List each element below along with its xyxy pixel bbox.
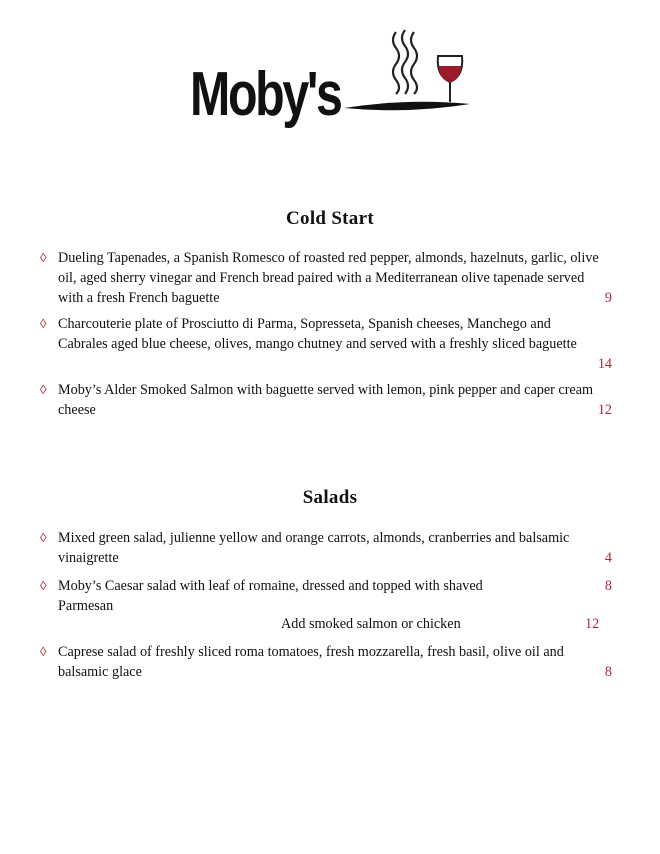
item-price: 12 — [597, 402, 612, 418]
item-price: 14 — [597, 356, 612, 372]
logo-wordmark: Moby's — [190, 60, 341, 129]
item-description: Moby’s Caesar salad with leaf of romaine, dressed and topped with shaved Parmesan — [58, 578, 483, 614]
item-price: 8 — [604, 578, 612, 594]
addon-price: 12 — [585, 616, 600, 632]
item-price: 4 — [604, 550, 612, 566]
item-description: Mixed green salad, julienne yellow and orange carrots, almonds, cranberries and balsamic vinaigrette — [58, 530, 570, 566]
diamond-bullet-icon: ◊ — [40, 530, 47, 545]
menu-item-dueling-tapenades — [40, 248, 612, 308]
diamond-bullet-icon: ◊ — [40, 316, 47, 331]
item-description: Moby’s Alder Smoked Salmon with baguette served with lemon, pink pepper and caper cream cheese — [58, 382, 594, 418]
section-title-salads: Salads — [302, 487, 358, 508]
diamond-bullet-icon: ◊ — [40, 644, 47, 659]
menu-item-charcuterie-plate — [40, 314, 612, 374]
diamond-bullet-icon: ◊ — [40, 578, 47, 593]
menu-item-caesar-salad — [40, 576, 612, 616]
wine-tray-logo-icon — [338, 28, 478, 128]
item-description: Charcouterie plate of Prosciutto di Parma, Sopresseta, Spanish cheeses, Manchego and Cabrales aged blue cheese, olives, mango chutney and served with a freshly sliced baguette — [58, 316, 577, 352]
menu-item-mixed-green-salad — [40, 528, 612, 568]
section-title-cold-start: Cold Start — [286, 208, 374, 229]
menu-item-smoked-salmon — [40, 380, 612, 420]
diamond-bullet-icon: ◊ — [40, 382, 47, 397]
item-description: Caprese salad of freshly sliced roma tomatoes, fresh mozzarella, fresh basil, olive oil and balsamic glace — [58, 644, 564, 680]
item-price: 9 — [604, 290, 612, 306]
logo — [190, 28, 480, 128]
diamond-bullet-icon: ◊ — [40, 250, 47, 265]
item-description: Dueling Tapenades, a Spanish Romesco of roasted red pepper, almonds, hazelnuts, garlic, olive oil, aged sherry vinegar and French bread paired with a Mediterranean olive tapenade served with a fresh French baguette — [58, 250, 599, 306]
item-price: 8 — [604, 664, 612, 680]
menu-item-caprese-salad — [40, 642, 612, 682]
addon-label: Add smoked salmon or chicken — [281, 616, 461, 632]
